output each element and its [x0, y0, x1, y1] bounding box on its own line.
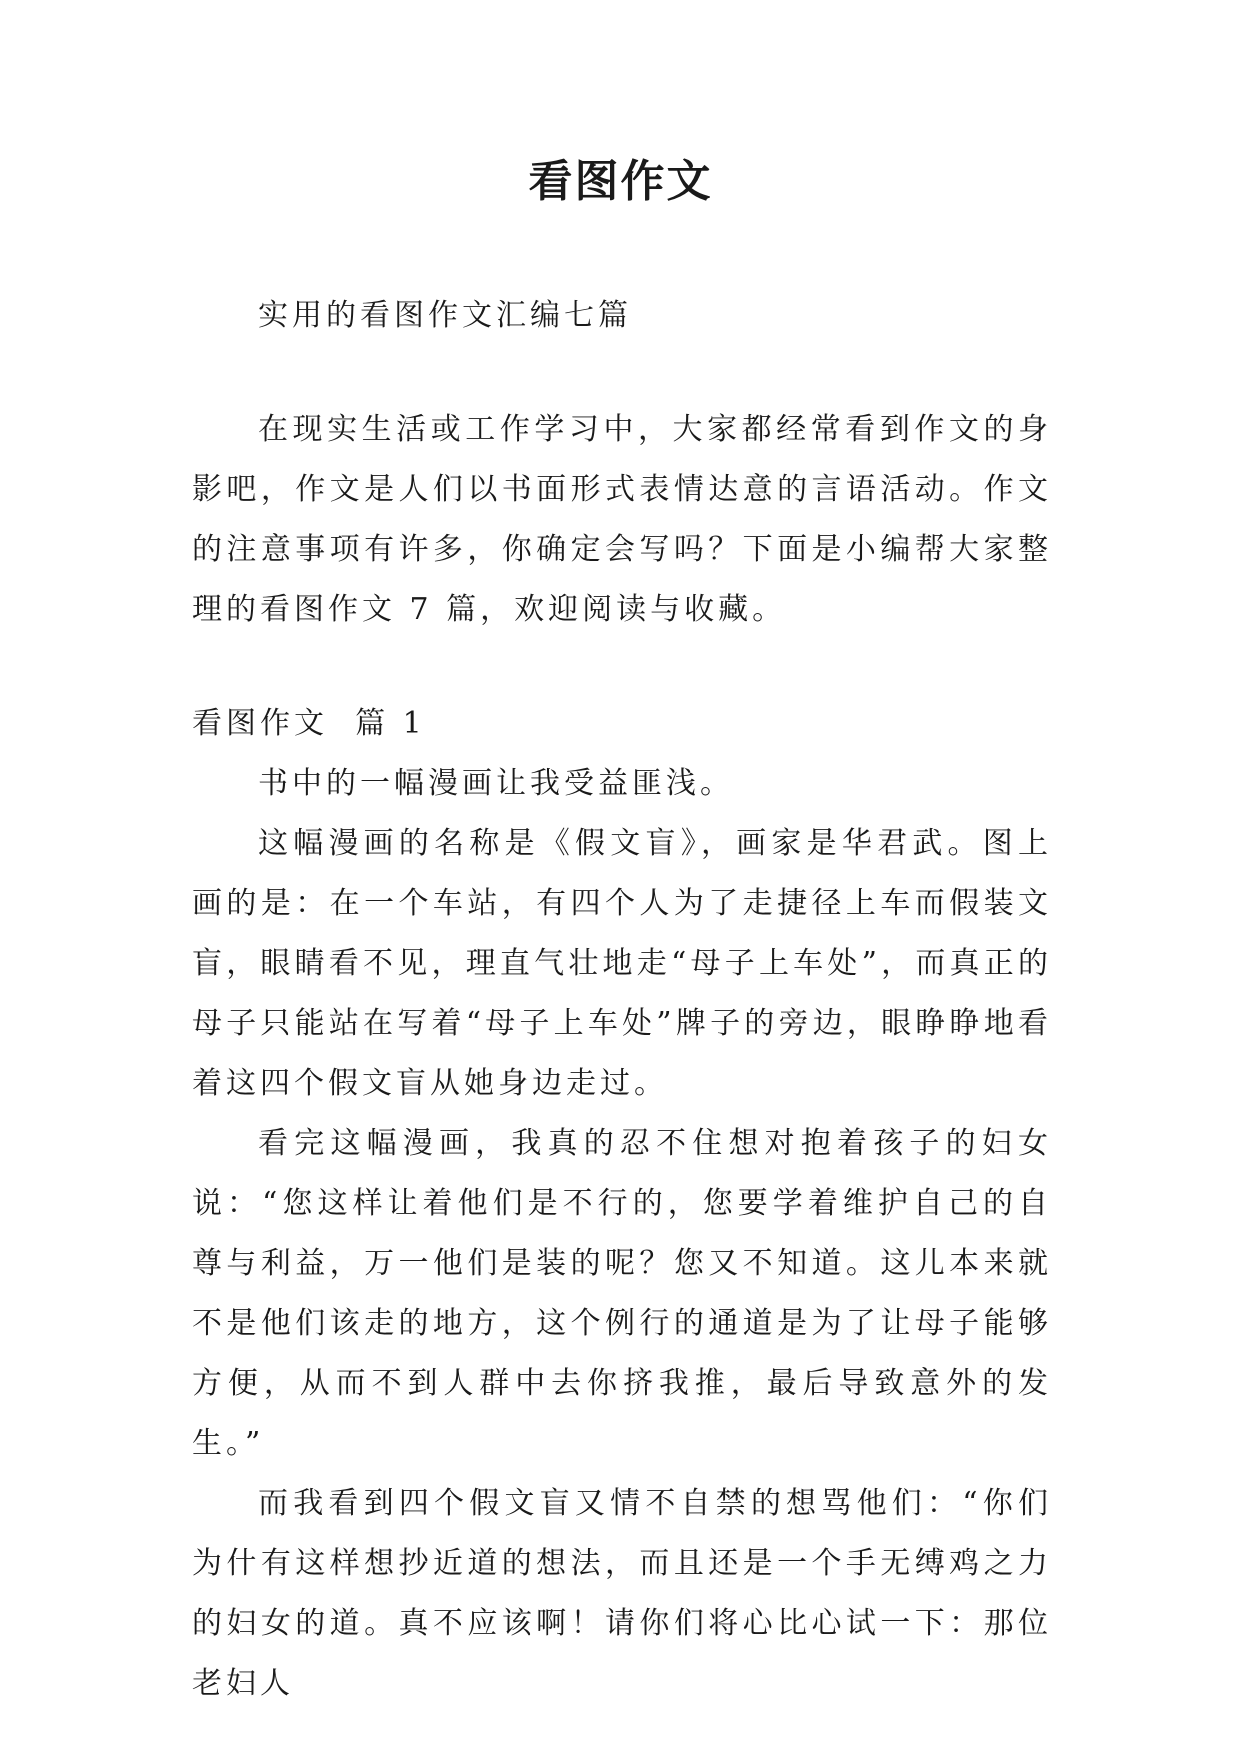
- essay-paragraph: 而我看到四个假文盲又情不自禁的想骂他们：“你们为什有这样想抄近道的想法，而且还是一个手无缚鸡之力的妇女的道。真不应该啊！请你们将心比心试一下：那位老妇人: [192, 1486, 1052, 1701]
- essay-paragraph: 书中的一幅漫画让我受益匪浅。: [258, 766, 734, 801]
- document-subtitle: 实用的看图作文汇编七篇: [258, 298, 632, 333]
- intro-paragraph: 在现实生活或工作学习中，大家都经常看到作文的身影吧，作文是人们以书面形式表情达意的言语活动。作文的注意事项有许多，你确定会写吗？下面是小编帮大家整理的看图作文 7 篇，欢迎阅读与收藏。: [192, 412, 1052, 627]
- essay-section: [192, 694, 1052, 1714]
- essay-paragraph: 这幅漫画的名称是《假文盲》，画家是华君武。图上画的是：在一个车站，有四个人为了走捷径上车而假装文盲，眼睛看不见，理直气壮地走“母子上车处”，而真正的母子只能站在写着“母子上车处”牌子的旁边，眼睁睁地看着这四个假文盲从她身边走过。: [192, 826, 1052, 1101]
- document-title: 看图作文: [528, 156, 713, 207]
- essay-paragraph: 看完这幅漫画，我真的忍不住想对抱着孩子的妇女说：“您这样让着他们是不行的，您要学着维护自己的自尊与利益，万一他们是装的呢？您又不知道。这儿本来就不是他们该走的地方，这个例行的通道是为了让母子能够方便，从而不到人群中去你挤我推，最后导致意外的发生。”: [192, 1126, 1052, 1461]
- section-heading: 看图作文 篇 1: [192, 706, 426, 741]
